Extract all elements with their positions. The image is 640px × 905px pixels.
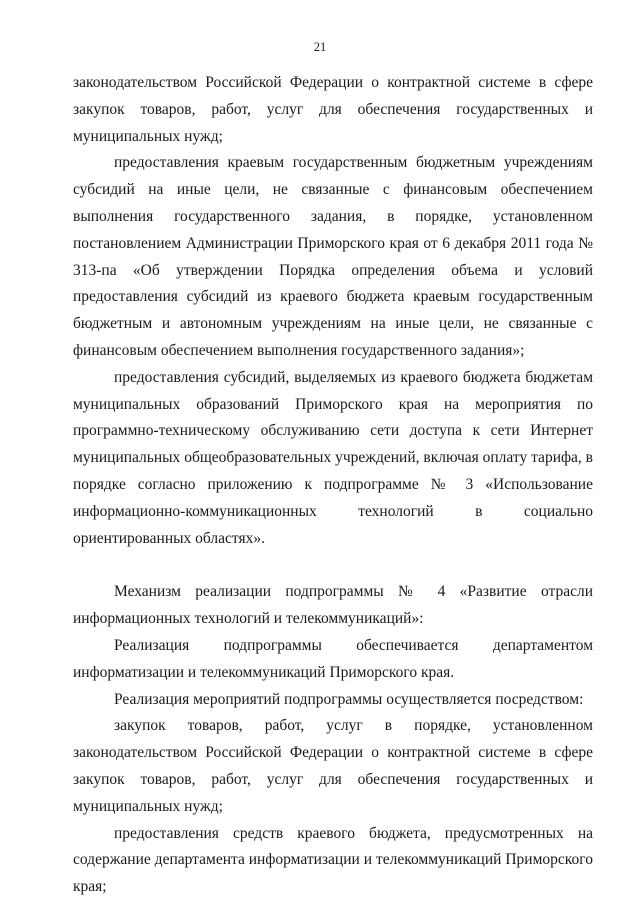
paragraph-law-continuation: законодательством Российской Федерации о контрактной системе в сфере закупок товаров, работ, услуг для обеспечения государственных и муниципальных нужд; — [73, 74, 593, 145]
document-body — [73, 70, 593, 901]
paragraph-procurement: закупок товаров, работ, услуг в порядке, установленном законодательством Российской Федерации о контрактной системе в сфере закупок товаров, работ, услуг для обеспечения государственных и муниципальных нужд; — [73, 717, 593, 815]
section-heading-subprogram-4: Механизм реализации подпрограммы № 4 «Развитие отрасли информационных технологий и телекоммуникаций»: — [73, 583, 593, 628]
paragraph-implementation-department: Реализация подпрограммы обеспечивается департаментом информатизации и телекоммуникаций Приморского края. — [73, 636, 593, 681]
paragraph-budget-funds: предоставления средств краевого бюджета, предусмотренных на содержание департамента информатизации и телекоммуникаций Приморского края; — [73, 824, 593, 896]
paragraph-implementation-means: Реализация мероприятий подпрограммы осуществляется посредством: — [114, 690, 584, 708]
page-number: 21 — [313, 40, 327, 54]
paragraph-subsidies-municipal: предоставления субсидий, выделяемых из краевого бюджета бюджетам муниципальных образований Приморского края на мероприятия по программно-техническому обслуживанию сети доступа к сети Интернет муниципальных общеобразовательных учреждений, включая оплату тарифа, в порядке согласно приложению к подпрограмме № 3 «Использование информационно-коммуникационных технологий в социально ориентированных областях». — [73, 368, 593, 547]
section-spacer — [73, 552, 593, 579]
paragraph-subsidies-institutions: предоставления краевым государственным бюджетным учреждениям субсидий на иные цели, не связанные с финансовым обеспечением выполнения государственного задания, в порядке, установленном постановлением Администрации Приморского края от 6 декабря 2011 года № 313-па «Об утверждении Порядка определения объема и условий предоставления субсидий из краевого бюджета краевым государственным бюджетным и автономным учреждениям на иные цели, не связанные с финансовым обеспечением выполнения государственного задания»; — [73, 154, 593, 359]
